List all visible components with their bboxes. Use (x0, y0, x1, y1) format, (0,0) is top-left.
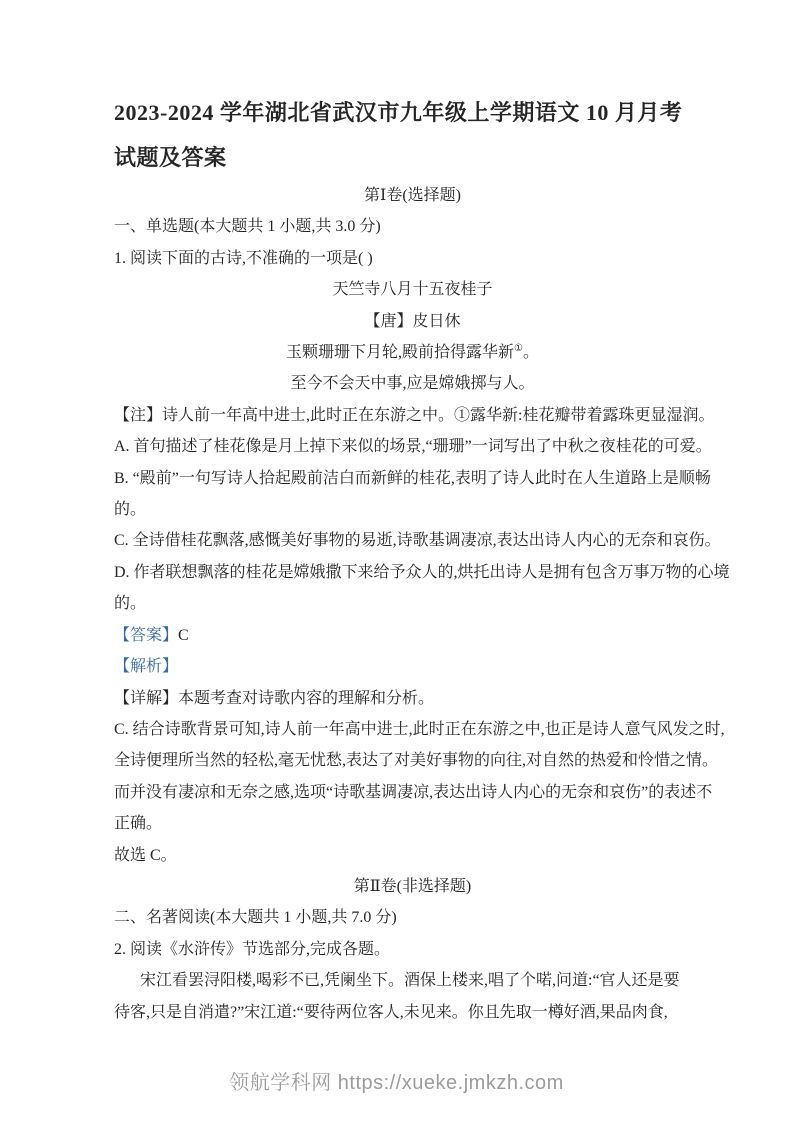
section1-heading: 一、单选题(本大题共 1 小题,共 3.0 分) (114, 218, 381, 236)
detail-line-5: 正确。 (114, 815, 163, 833)
detail-line-4: 而并没有凄凉和无奈之感,选项“诗歌基调凄凉,表达出诗人内心的无奈和哀伤”的表述不 (114, 783, 713, 801)
poem-verse-2: 至今不会天中事,应是嫦娥掷与人。 (290, 375, 535, 393)
answer-value: C (178, 626, 189, 644)
poem-title: 天竺寺八月十五夜桂子 (332, 281, 493, 299)
excerpt-line-2: 待客,只是自消遣?”宋江道:“要待两位客人,未见来。你且先取一樽好酒,果品肉食, (114, 1003, 668, 1021)
answer-row (114, 620, 711, 651)
detail-line-2: C. 结合诗歌背景可知,诗人前一年高中进士,此时正在东游之中,也正是诗人意气风发之时, (114, 720, 725, 738)
question1-stem: 1. 阅读下面的古诗,不准确的一项是( ) (114, 249, 373, 267)
detail-line-1: 【详解】本题考查对诗歌内容的理解和分析。 (114, 689, 435, 707)
watermark-footer: 领航学科网 https://xueke.jmkzh.com (229, 1072, 564, 1094)
part1-heading: 第Ⅰ卷(选择题) (364, 187, 461, 204)
part2-heading: 第Ⅱ卷(非选择题) (353, 877, 472, 895)
poem-author: 【唐】皮日休 (364, 312, 461, 330)
option-a-line-1: A. 首句描述了桂花像是月上掉下来似的场景,“珊珊”一词写出了中秋之夜桂花的可爱。 (114, 438, 712, 456)
option-d-line-2: 的。 (114, 595, 147, 613)
poem-verse-1-text: 玉颗珊珊下月轮,殿前拾得露华新 (286, 344, 515, 362)
poem-verse-1-period: 。 (522, 344, 539, 362)
document-title-line-2: 试题及答案 (114, 145, 227, 170)
option-b-line-1: B. “殿前”一句写诗人拾起殿前洁白而新鲜的桂花,表明了诗人此时在人生道路上是顺畅 (114, 469, 711, 487)
document-page (114, 90, 730, 1028)
analysis-row (114, 651, 711, 682)
document-title-line-1: 2023-2024 学年湖北省武汉市九年级上学期语文 10 月月考 (114, 100, 683, 125)
option-c-line-1: C. 全诗借桂花飘落,感慨美好事物的易逝,诗歌基调凄凉,表达出诗人内心的无奈和哀伤。 (114, 532, 721, 550)
question2-stem: 2. 阅读《水浒传》节选部分,完成各题。 (114, 940, 391, 958)
section2-heading: 二、名著阅读(本大题共 1 小题,共 7.0 分) (114, 909, 397, 927)
option-b-line-2: 的。 (114, 501, 147, 519)
detail-line-6: 故选 C。 (114, 846, 177, 864)
excerpt-line-1: 宋江看罢浔阳楼,喝彩不已,凭阑坐下。酒保上楼来,唱了个喏,问道:“官人还是要 (140, 972, 680, 990)
answer-label: 【答案】 (114, 626, 179, 644)
poem-note-reference: ① (514, 343, 523, 355)
poem-note: 【注】诗人前一年高中进士,此时正在东游之中。①露华新:桂花瓣带着露珠更显湿润。 (114, 406, 715, 424)
detail-line-3: 全诗便理所当然的轻松,毫无忧愁,表达了对美好事物的向往,对自然的热爱和怜惜之情。 (114, 752, 719, 770)
analysis-label: 【解析】 (114, 658, 179, 676)
poem-verse-1 (114, 337, 711, 368)
document-title (114, 90, 711, 180)
option-d-line-1: D. 作者联想飘落的桂花是嫦娥撒下来给予众人的,烘托出诗人是拥有包含万事万物的心境 (114, 563, 730, 581)
